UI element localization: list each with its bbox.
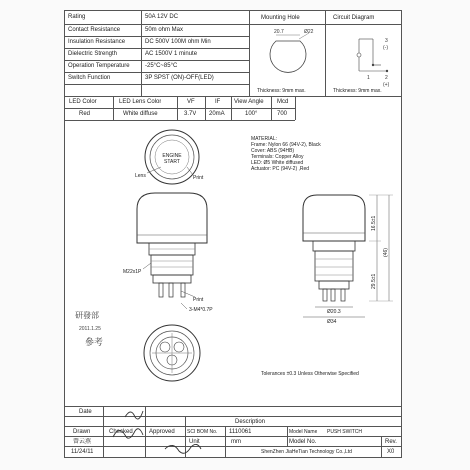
spec-label-contact: Contact Resistance — [68, 27, 121, 33]
stamp-line2: 2011.1.25 — [79, 326, 101, 332]
title-bom-no: 1110061 — [229, 429, 252, 435]
checked-signature — [113, 429, 143, 438]
mounting-hole-outline — [270, 41, 306, 72]
mounting-hole-thickness: Thickness: 9mm max. — [257, 88, 306, 94]
approved-signature — [125, 411, 143, 419]
led-header-vf: VF — [187, 99, 195, 105]
title-checked-label: Checked — [109, 429, 133, 435]
spec-label-temperature: Operation Temperature — [68, 63, 130, 69]
thread-label: M22x1P — [123, 269, 142, 275]
led-value-color: Red — [79, 111, 91, 117]
led-header-lens: LED Lens Color — [119, 99, 162, 105]
title-drawn-date: 11/24/11 — [71, 449, 94, 455]
spec-label-function: Switch Function — [68, 75, 111, 81]
lens-label: Lens — [135, 173, 146, 179]
engine-label: ENGINE — [162, 153, 182, 159]
spec-label-insulation: Insulation Resistance — [68, 39, 126, 45]
spec-value-function: 3P SPST (ON)-OFF(LED) — [145, 75, 214, 81]
led-value-vf: 3.7V — [184, 111, 197, 117]
led-value-lens: White diffuse — [123, 111, 158, 117]
spec-value-temperature: -25°C~85°C — [145, 63, 178, 69]
spec-value-dielectric: AC 1500V 1 minute — [145, 51, 198, 57]
title-rev-label: Rev. — [385, 439, 397, 445]
title-unit-label: Unit — [189, 439, 200, 445]
led-header-angle: View Angle — [234, 99, 264, 105]
signature-scribbles — [105, 397, 225, 457]
spec-value-contact: 50m ohm Max — [145, 27, 184, 33]
title-company: ShenZhen JiaHeTian Technology Co.,Ltd — [261, 449, 352, 455]
led-header-mcd: Mcd — [277, 99, 289, 105]
title-model-name: PUSH SWITCH — [327, 429, 362, 435]
title-rev: X0 — [387, 449, 395, 455]
bottom-view — [144, 325, 200, 381]
material-line-frame: Frame: Nylon 66 (94V-2), Black — [251, 142, 321, 148]
dimensioned-view — [303, 195, 393, 325]
circuit-label-3: 3 — [385, 38, 388, 44]
title-date-label: Date — [79, 409, 92, 415]
circuit-label-2: 2 — [385, 75, 388, 81]
dim-29-5-label: 29.5±1 — [371, 273, 377, 289]
start-label: START — [164, 159, 180, 165]
dim-46-label: (46) — [383, 248, 389, 257]
title-drawn-label: Drawn — [73, 429, 91, 435]
spec-label-rating: Rating — [68, 14, 86, 20]
dim-20-3-label: Ø20.3 — [327, 309, 341, 315]
title-model-no-label: Model No. — [289, 439, 317, 445]
dim-flat-label: 20.7 — [274, 29, 284, 35]
print-label-bottom: Print — [193, 297, 204, 303]
approval-stamp — [73, 311, 125, 357]
led-value-mcd: 700 — [277, 111, 288, 117]
title-drawn-by: 曾云燕 — [73, 439, 92, 445]
title-unit: mm — [231, 439, 241, 445]
spec-value-rating: 50A 12V DC — [145, 14, 179, 20]
circuit-diagram-title: Circuit Diagram — [333, 15, 375, 21]
led-value-if: 20mA — [209, 111, 225, 117]
tolerance-note: Tolerances ±0.3 Unless Otherwise Specified — [261, 371, 359, 377]
circuit-thickness: Thickness: 9mm max. — [333, 88, 382, 94]
dim-16-5-label: 16.5±1 — [371, 215, 377, 231]
material-title: MATERIAL: — [251, 136, 278, 142]
led-header-color: LED Color — [69, 99, 97, 105]
dim-dia-label: Ø22 — [304, 29, 314, 35]
stamp-line3: 參考 — [85, 337, 104, 347]
title-bom-label: SCI BOM No. — [187, 429, 218, 435]
circuit-label-1: 1 — [367, 75, 370, 81]
side-view — [123, 193, 213, 313]
print-label-top: Print — [193, 175, 204, 181]
date-signature — [165, 444, 201, 453]
material-line-actuator: Actuator: PC (94V-2) ,Red — [251, 166, 310, 172]
material-line-cover: Cover: ABS (94HB) — [251, 148, 295, 154]
led-value-angle: 100° — [245, 111, 258, 117]
material-line-led: LED: Ø5 White diffused — [251, 160, 304, 166]
material-line-terminals: Terminals: Copper Alloy — [251, 154, 304, 160]
title-description-label: Description — [235, 419, 266, 425]
front-view — [135, 130, 204, 184]
circuit-label-minus: (-) — [383, 45, 388, 51]
circuit-label-plus: (+) — [383, 82, 390, 87]
title-approved-label: Approved — [149, 429, 175, 435]
drawing-sheet — [64, 10, 402, 458]
title-model-name-label: Model Name — [289, 429, 318, 435]
spec-value-insulation: DC 500V 100M ohm Min — [145, 39, 211, 45]
led-header-if: IF — [215, 99, 221, 105]
screw-label: 3-M4*0.7P — [189, 307, 213, 313]
spec-label-dielectric: Dielectric Strength — [68, 51, 118, 57]
dim-34-label: Ø34 — [327, 319, 337, 325]
stamp-line1: 研發部 — [75, 311, 99, 320]
mounting-hole-title: Mounting Hole — [261, 15, 300, 21]
mounting-hole-and-circuit-drawing — [249, 25, 401, 87]
